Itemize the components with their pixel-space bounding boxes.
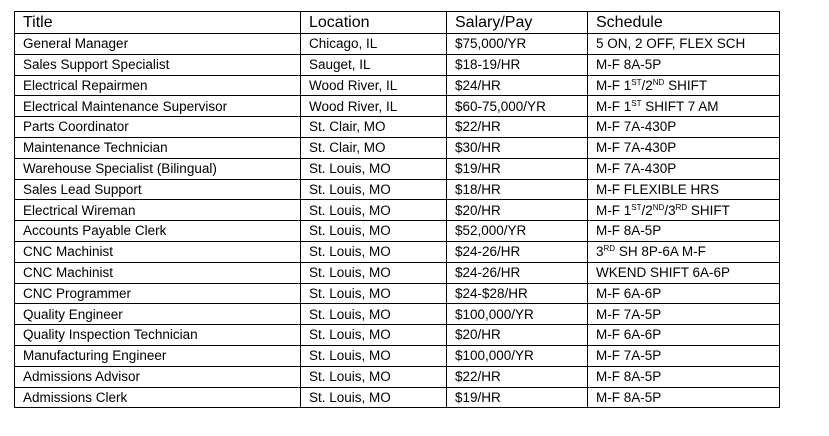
schedule-text: SHIFT — [664, 77, 708, 93]
job-title-cell: Admissions Advisor — [15, 366, 301, 387]
job-title-cell: Warehouse Specialist (Bilingual) — [15, 158, 301, 179]
location-cell: St. Louis, MO — [301, 241, 447, 262]
schedule-text: WKEND SHIFT 6A-6P — [596, 264, 731, 280]
job-title-cell: CNC Programmer — [15, 283, 301, 304]
salary-pay-cell: $20/HR — [447, 325, 588, 346]
salary-pay-cell: $24-26/HR — [447, 241, 588, 262]
header-salary-pay: Salary/Pay — [447, 12, 588, 34]
ordinal-suffix: RD — [675, 202, 688, 212]
table-row — [15, 34, 780, 55]
schedule-cell — [588, 117, 780, 138]
schedule-text: SHIFT — [687, 202, 730, 218]
schedule-cell — [588, 387, 780, 408]
job-title-cell: Electrical Wireman — [15, 200, 301, 221]
location-cell: St. Louis, MO — [301, 325, 447, 346]
table-row — [15, 304, 780, 325]
job-title-cell: CNC Machinist — [15, 262, 301, 283]
schedule-cell — [588, 34, 780, 55]
schedule-cell — [588, 262, 780, 283]
location-cell: St. Clair, MO — [301, 117, 447, 138]
salary-pay-cell: $24/HR — [447, 75, 588, 96]
salary-pay-cell: $19/HR — [447, 387, 588, 408]
table-row — [15, 137, 780, 158]
table-row — [15, 366, 780, 387]
location-cell: St. Louis, MO — [301, 262, 447, 283]
header-schedule: Schedule — [588, 12, 780, 34]
schedule-text: M-F 8A-5P — [596, 56, 662, 72]
schedule-cell — [588, 283, 780, 304]
job-title-cell: General Manager — [15, 34, 301, 55]
table-header-row — [15, 12, 780, 34]
table-row — [15, 117, 780, 138]
schedule-cell — [588, 304, 780, 325]
schedule-text: /3 — [664, 202, 676, 218]
schedule-text: SHIFT 7 AM — [641, 98, 719, 114]
salary-pay-cell: $100,000/YR — [447, 304, 588, 325]
job-title-cell: Quality Inspection Technician — [15, 325, 301, 346]
schedule-text: SH 8P-6A M-F — [615, 244, 706, 260]
table-row — [15, 158, 780, 179]
table-row — [15, 262, 780, 283]
salary-pay-cell: $18/HR — [447, 179, 588, 200]
location-cell: Wood River, IL — [301, 75, 447, 96]
job-title-cell: Maintenance Technician — [15, 137, 301, 158]
job-title-cell: CNC Machinist — [15, 241, 301, 262]
schedule-text: /2 — [641, 202, 653, 218]
schedule-text: M-F FLEXIBLE HRS — [596, 181, 720, 197]
location-cell: St. Louis, MO — [301, 158, 447, 179]
location-cell: St. Louis, MO — [301, 221, 447, 242]
table-row — [15, 54, 780, 75]
job-title-cell: Electrical Maintenance Supervisor — [15, 96, 301, 117]
salary-pay-cell: $30/HR — [447, 137, 588, 158]
schedule-cell — [588, 54, 780, 75]
job-title-cell: Sales Support Specialist — [15, 54, 301, 75]
table-row — [15, 283, 780, 304]
salary-pay-cell: $22/HR — [447, 366, 588, 387]
schedule-text: M-F 1 — [596, 202, 632, 218]
salary-pay-cell: $20/HR — [447, 200, 588, 221]
location-cell: St. Louis, MO — [301, 345, 447, 366]
schedule-cell — [588, 200, 780, 221]
schedule-text: M-F 7A-5P — [596, 306, 662, 322]
job-title-cell: Sales Lead Support — [15, 179, 301, 200]
schedule-text: M-F 8A-5P — [596, 223, 662, 239]
location-cell: St. Louis, MO — [301, 366, 447, 387]
ordinal-suffix: RD — [603, 244, 616, 254]
job-listings-table — [14, 11, 780, 408]
schedule-text: M-F 6A-6P — [596, 285, 662, 301]
schedule-text: M-F 8A-5P — [596, 389, 662, 405]
ordinal-suffix: ST — [631, 77, 642, 87]
location-cell: St. Louis, MO — [301, 304, 447, 325]
schedule-text: M-F 8A-5P — [596, 368, 662, 384]
schedule-cell — [588, 137, 780, 158]
schedule-text: M-F 1 — [596, 77, 632, 93]
schedule-cell — [588, 345, 780, 366]
location-cell: St. Clair, MO — [301, 137, 447, 158]
table-row — [15, 345, 780, 366]
salary-pay-cell: $18-19/HR — [447, 54, 588, 75]
schedule-cell — [588, 325, 780, 346]
table-row — [15, 221, 780, 242]
schedule-cell — [588, 158, 780, 179]
job-title-cell: Manufacturing Engineer — [15, 345, 301, 366]
job-title-cell: Quality Engineer — [15, 304, 301, 325]
schedule-text: M-F 7A-430P — [596, 160, 677, 176]
table-row — [15, 75, 780, 96]
table-row — [15, 179, 780, 200]
schedule-cell — [588, 366, 780, 387]
schedule-text: 3 — [596, 244, 604, 260]
location-cell: St. Louis, MO — [301, 283, 447, 304]
schedule-text: M-F 6A-6P — [596, 327, 662, 343]
salary-pay-cell: $100,000/YR — [447, 345, 588, 366]
table-row — [15, 200, 780, 221]
salary-pay-cell: $24-$28/HR — [447, 283, 588, 304]
schedule-cell — [588, 179, 780, 200]
table-row — [15, 387, 780, 408]
schedule-text: /2 — [641, 77, 653, 93]
ordinal-suffix: ND — [652, 202, 665, 212]
salary-pay-cell: $52,000/YR — [447, 221, 588, 242]
ordinal-suffix: ND — [652, 77, 665, 87]
schedule-text: M-F 1 — [596, 98, 632, 114]
salary-pay-cell: $24-26/HR — [447, 262, 588, 283]
ordinal-suffix: ST — [631, 98, 642, 108]
header-title: Title — [15, 12, 301, 34]
schedule-cell — [588, 221, 780, 242]
schedule-text: 5 ON, 2 OFF, FLEX SCH — [596, 36, 746, 52]
location-cell: St. Louis, MO — [301, 387, 447, 408]
table-row — [15, 325, 780, 346]
location-cell: Sauget, IL — [301, 54, 447, 75]
schedule-text: M-F 7A-430P — [596, 140, 677, 156]
table-row — [15, 96, 780, 117]
job-title-cell: Electrical Repairmen — [15, 75, 301, 96]
header-location: Location — [301, 12, 447, 34]
schedule-text: M-F 7A-5P — [596, 348, 662, 364]
table-row — [15, 241, 780, 262]
ordinal-suffix: ST — [631, 202, 642, 212]
schedule-cell — [588, 75, 780, 96]
salary-pay-cell: $60-75,000/YR — [447, 96, 588, 117]
job-title-cell: Admissions Clerk — [15, 387, 301, 408]
salary-pay-cell: $19/HR — [447, 158, 588, 179]
job-title-cell: Accounts Payable Clerk — [15, 221, 301, 242]
schedule-cell — [588, 96, 780, 117]
location-cell: Wood River, IL — [301, 96, 447, 117]
location-cell: Chicago, IL — [301, 34, 447, 55]
location-cell: St. Louis, MO — [301, 200, 447, 221]
location-cell: St. Louis, MO — [301, 179, 447, 200]
schedule-text: M-F 7A-430P — [596, 119, 677, 135]
job-title-cell: Parts Coordinator — [15, 117, 301, 138]
schedule-cell — [588, 241, 780, 262]
table-body — [15, 34, 780, 408]
salary-pay-cell: $75,000/YR — [447, 34, 588, 55]
salary-pay-cell: $22/HR — [447, 117, 588, 138]
